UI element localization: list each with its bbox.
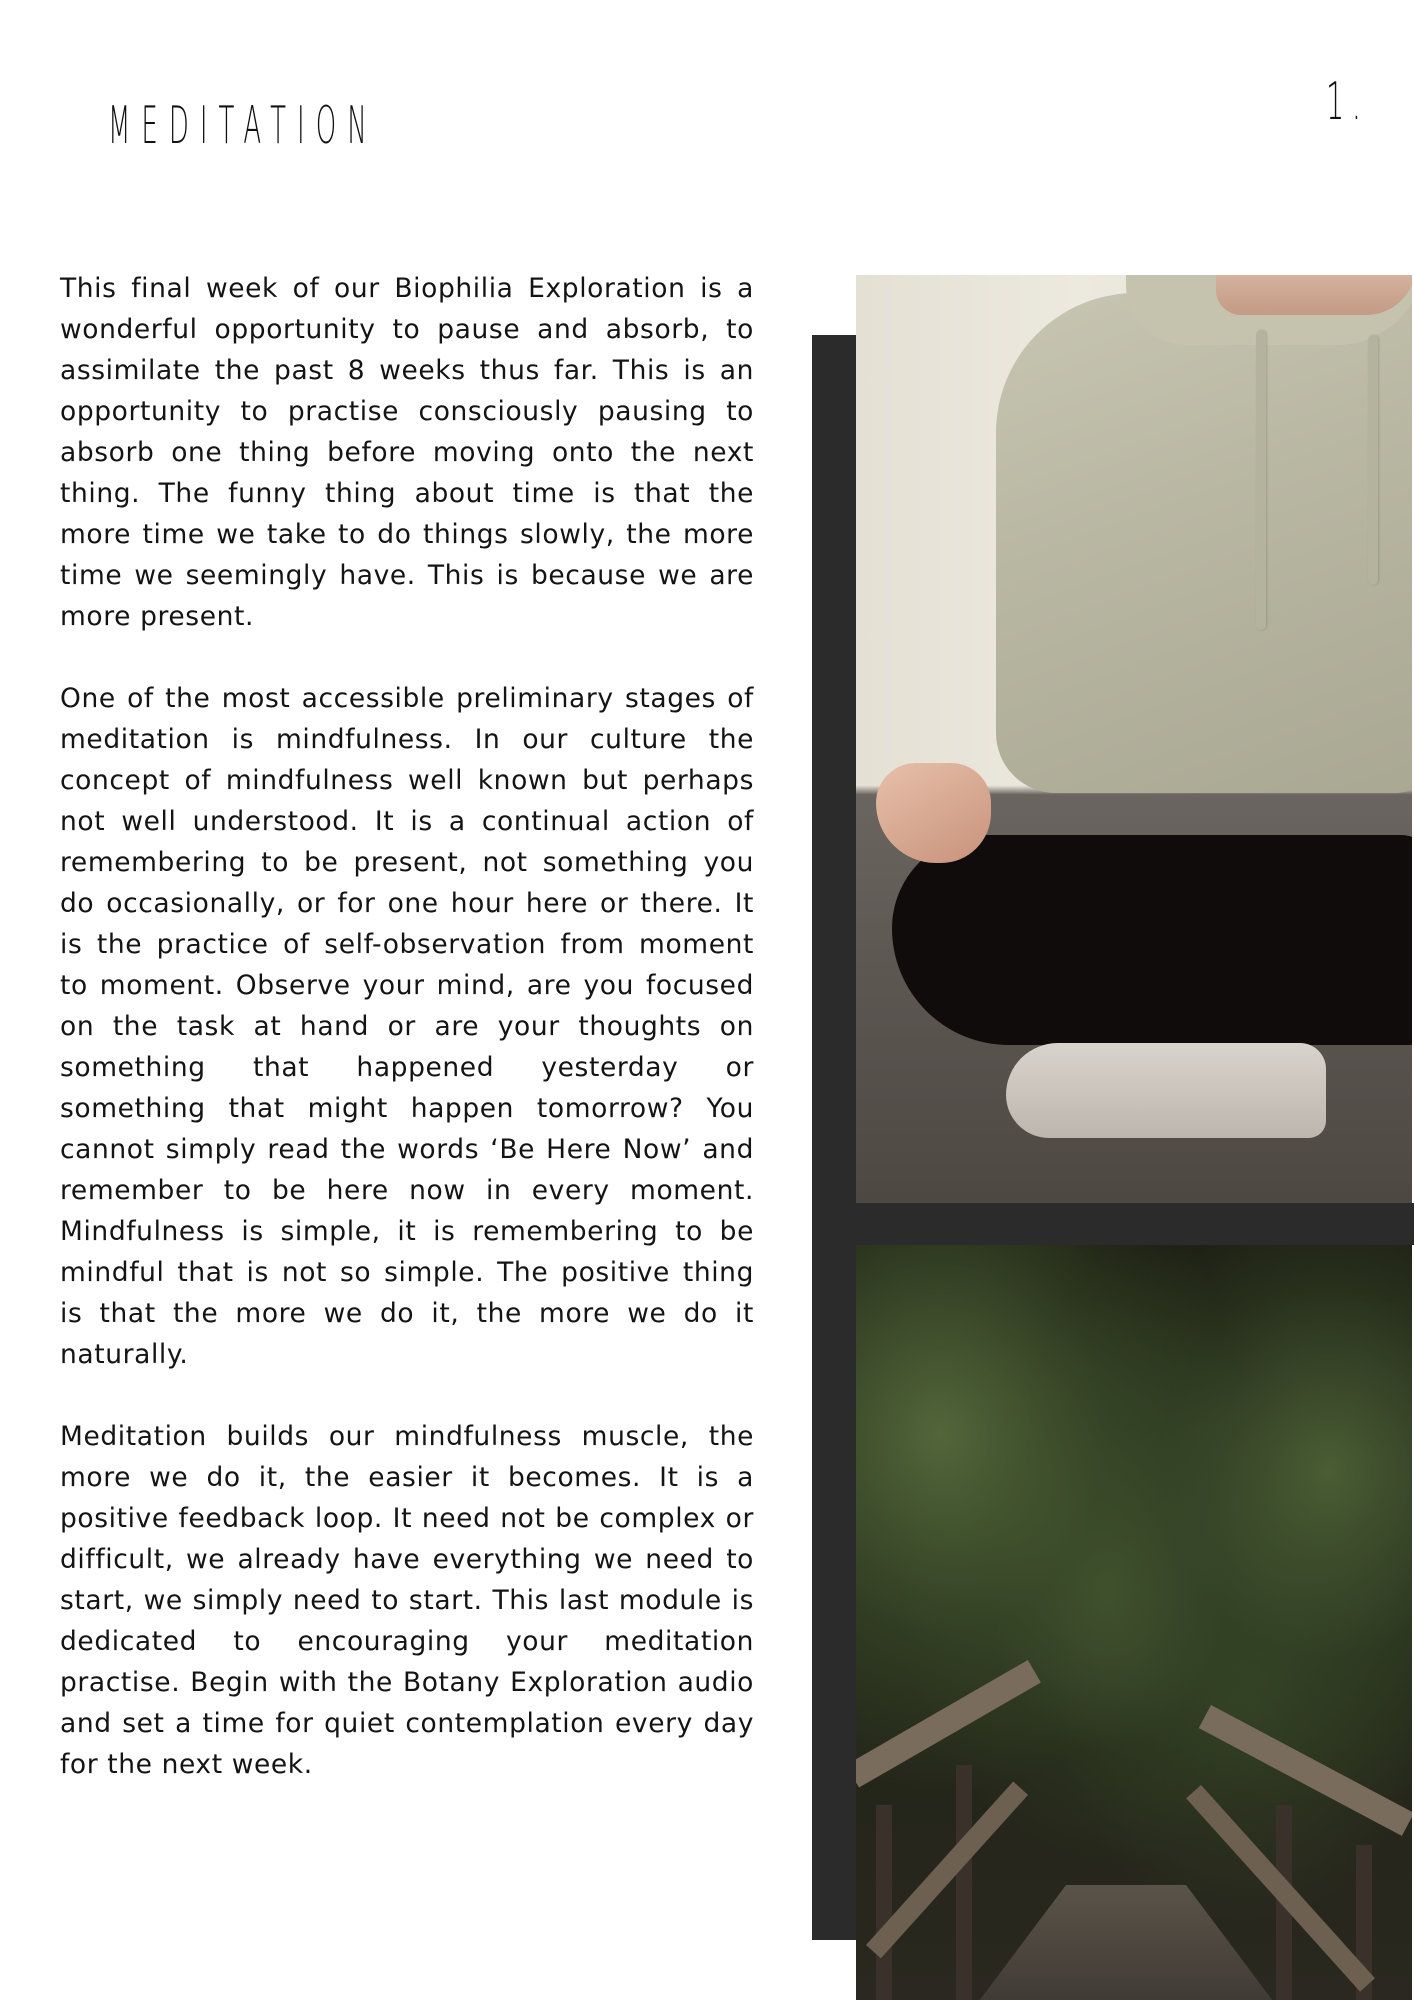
bridge-rail-right xyxy=(1199,1705,1412,1836)
paragraph-meditation: Meditation builds our mindfulness muscle, the more we do it, the easier it becomes. It is a positive feedback loop. It need not be complex or difficult, we already have everything we need to start, we simply need to start. This last module is dedicated to encouraging your meditation practise. Begin with the Botany Exploration audio and set a time for quiet contemplation every day for the next week. xyxy=(60,1421,754,1780)
bridge-post xyxy=(876,1805,892,2000)
meditation-photo xyxy=(856,275,1412,1203)
page-title: MEDITATION xyxy=(108,96,378,156)
body-text xyxy=(60,268,754,1826)
paragraph-intro: This final week of our Biophilia Exploration is a wonderful opportunity to pause and absorb, to assimilate the past 8 weeks thus far. This is an opportunity to practise consciously pausing to absorb one thing before moving onto the next thing. The funny thing about time is that the more time we take to do things slowly, the more time we seemingly have. This is because we are more present. xyxy=(60,273,754,632)
bridge-rail-left xyxy=(856,1660,1041,1788)
decorative-gap-bar xyxy=(856,1203,1414,1245)
neck-shape xyxy=(1216,275,1412,315)
sock-shape xyxy=(1006,1043,1326,1138)
hand-shape xyxy=(876,763,991,863)
decorative-dark-bar xyxy=(812,335,856,1940)
bridge-post xyxy=(956,1765,972,2000)
forest-bridge-photo xyxy=(856,1245,1412,2000)
drawstring-right xyxy=(1368,335,1378,585)
bridge-walkway xyxy=(976,1885,1276,2000)
hoodie-shape xyxy=(996,293,1412,793)
paragraph-mindfulness: One of the most accessible preliminary stages of meditation is mindfulness. In our culture the concept of mindfulness well known but perhaps not well understood. It is a continual action of remembering to be present, not something you do occasionally, or for one hour here or there. It is the practice of self-observation from moment to moment. Observe your mind, are you focused on the task at hand or are your thoughts on something that happened yesterday or something that might happen tomorrow? You cannot simply read the words ‘Be Here Now’ and remember to be here now in every moment. Mindfulness is simple, it is remembering to be mindful that is not so simple. The positive thing is that the more we do it, the more we do it naturally. xyxy=(60,683,754,1370)
legs-shape xyxy=(892,835,1412,1045)
drawstring-left xyxy=(1256,330,1266,630)
page-number: 1. xyxy=(1326,72,1369,132)
